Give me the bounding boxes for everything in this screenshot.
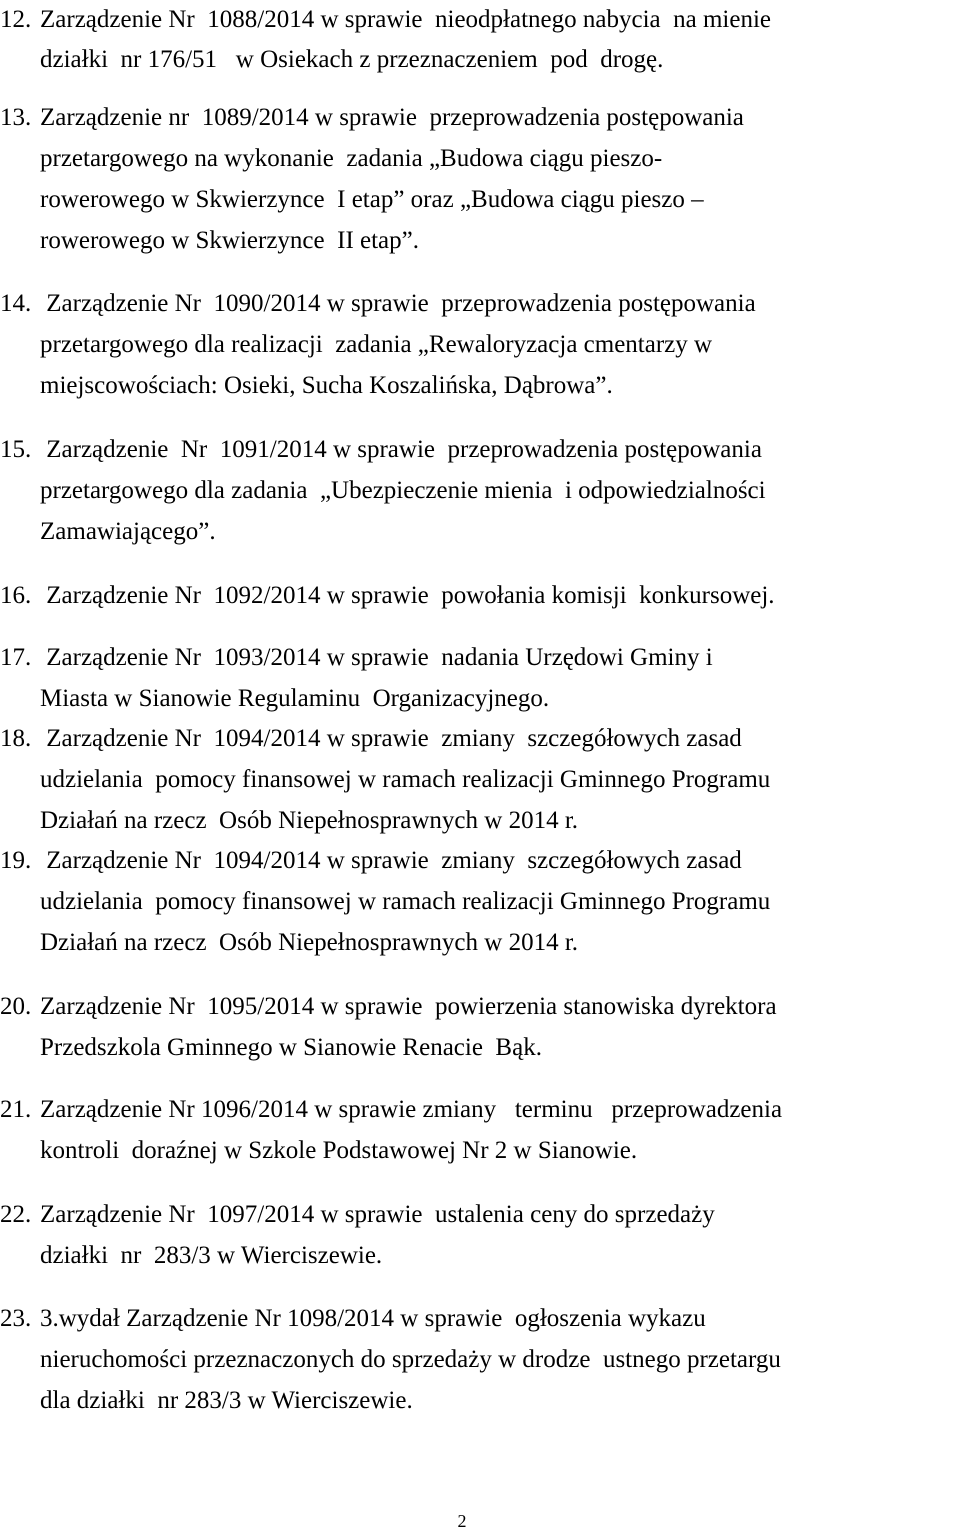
item-text-line: Zarządzenie Nr 1094/2014 w sprawie zmiany szczegółowych zasad: [40, 725, 742, 752]
item-text-line: Zarządzenie Nr 1094/2014 w sprawie zmiany szczegółowych zasad: [40, 847, 742, 874]
item-number: 14.: [0, 290, 32, 317]
item-number: 17.: [0, 644, 32, 671]
item-number: 23.: [0, 1305, 32, 1332]
item-text-line: dla działki nr 283/3 w Wierciszewie.: [40, 1387, 413, 1414]
item-text-line: Zarządzenie Nr 1090/2014 w sprawie przeprowadzenia postępowania: [40, 290, 756, 317]
item-text-line: przetargowego dla realizacji zadania „Rewaloryzacja cmentarzy w: [40, 331, 713, 358]
item-number: 15.: [0, 436, 32, 463]
item-text-line: nieruchomości przeznaczonych do sprzedaży w drodze ustnego przetargu: [40, 1346, 781, 1373]
page-number: 2: [457, 1511, 467, 1531]
item-text-line: Zarządzenie Nr 1096/2014 w sprawie zmiany terminu przeprowadzenia: [40, 1096, 783, 1123]
item-number: 19.: [0, 847, 32, 874]
item-text-line: Działań na rzecz Osób Niepełnosprawnych w 2014 r.: [40, 807, 579, 834]
item-text-line: rowerowego w Skwierzynce I etap” oraz „Budowa ciągu pieszo –: [40, 186, 704, 213]
item-text-line: udzielania pomocy finansowej w ramach realizacji Gminnego Programu: [40, 888, 771, 915]
item-text-line: Działań na rzecz Osób Niepełnosprawnych w 2014 r.: [40, 929, 579, 956]
item-text-line: miejscowościach: Osieki, Sucha Koszalińska, Dąbrowa”.: [40, 372, 613, 399]
item-text-line: Przedszkola Gminnego w Sianowie Renacie Bąk.: [40, 1034, 542, 1061]
item-text-line: Zarządzenie Nr 1095/2014 w sprawie powierzenia stanowiska dyrektora: [40, 993, 777, 1020]
item-text-line: kontroli doraźnej w Szkole Podstawowej Nr 2 w Sianowie.: [40, 1137, 638, 1164]
item-number: 22.: [0, 1201, 32, 1228]
item-number: 21.: [0, 1096, 32, 1123]
item-text-line: Zarządzenie Nr 1091/2014 w sprawie przeprowadzenia postępowania: [40, 436, 762, 463]
item-text-line: Miasta w Sianowie Regulaminu Organizacyjnego.: [40, 685, 550, 712]
item-text-line: Zarządzenie Nr 1088/2014 w sprawie nieodpłatnego nabycia na mienie: [40, 6, 771, 33]
item-text-line: rowerowego w Skwierzynce II etap”.: [40, 227, 420, 254]
item-text-line: Zarządzenie nr 1089/2014 w sprawie przeprowadzenia postępowania: [40, 104, 744, 131]
item-text-line: 3.wydał Zarządzenie Nr 1098/2014 w sprawie ogłoszenia wykazu: [40, 1305, 706, 1332]
item-number: 20.: [0, 993, 32, 1020]
item-text-line: udzielania pomocy finansowej w ramach realizacji Gminnego Programu: [40, 766, 771, 793]
item-number: 16.: [0, 582, 32, 609]
item-text-line: Zarządzenie Nr 1093/2014 w sprawie nadania Urzędowi Gminy i: [40, 644, 713, 671]
item-text-line: Zamawiającego”.: [40, 518, 216, 545]
item-number: 13.: [0, 104, 32, 131]
item-text-line: Zarządzenie Nr 1092/2014 w sprawie powołania komisji konkursowej.: [40, 582, 775, 609]
item-text-line: Zarządzenie Nr 1097/2014 w sprawie ustalenia ceny do sprzedaży: [40, 1201, 715, 1228]
item-text-line: przetargowego na wykonanie zadania „Budowa ciągu pieszo-: [40, 145, 663, 172]
item-number: 18.: [0, 725, 32, 752]
item-text-line: działki nr 283/3 w Wierciszewie.: [40, 1242, 383, 1269]
item-number: 12.: [0, 6, 32, 33]
item-text-line: działki nr 176/51 w Osiekach z przeznaczeniem pod drogę.: [40, 46, 664, 73]
item-text-line: przetargowego dla zadania „Ubezpieczenie mienia i odpowiedzialności: [40, 477, 766, 504]
